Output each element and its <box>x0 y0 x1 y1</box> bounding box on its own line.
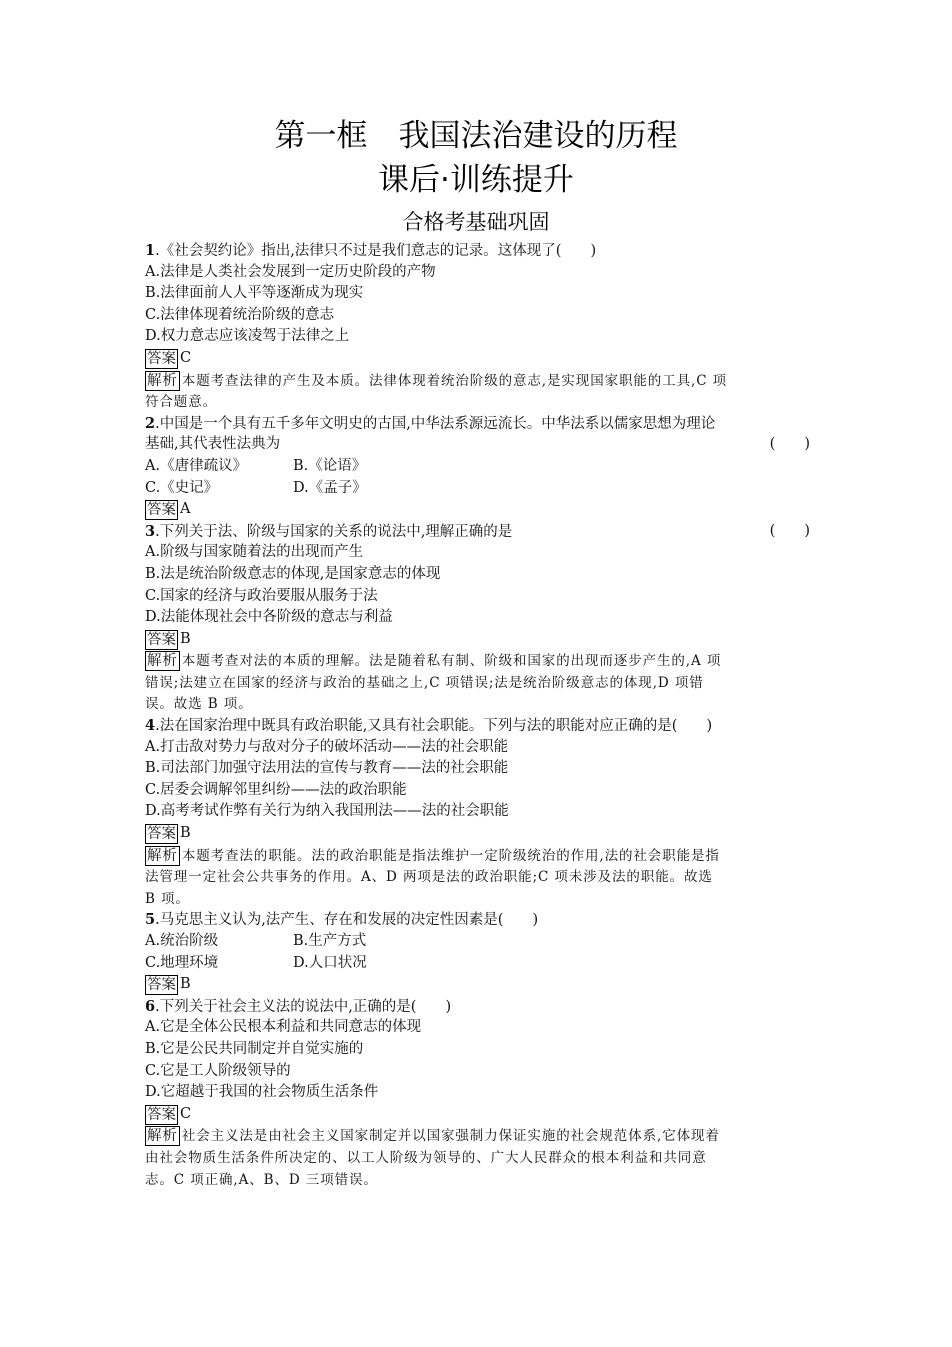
option-a: A.打击敌对势力与敌对分子的破坏活动——法的社会职能 <box>145 738 509 755</box>
option-d: D.高考考试作弊有关行为纳入我国刑法——法的社会职能 <box>145 803 509 820</box>
analysis-tag: 解析 <box>147 1128 178 1145</box>
question-stem <box>145 521 810 543</box>
answer-value: B <box>180 630 191 647</box>
question-text: .马克思主义认为,法产生、存在和发展的决定性因素是( ) <box>155 912 539 929</box>
answer-value: C <box>180 349 192 366</box>
option-d: D.人口状况 <box>293 954 367 971</box>
question-number: 6 <box>145 997 156 1015</box>
analysis-line: 法管理一定社会公共事务的作用。A、D 两项是法的政治职能;C 项未涉及法的职能。故选 <box>145 869 713 886</box>
analysis-line: 误。故选 B 项。 <box>145 696 253 713</box>
option-b: B.《论语》 <box>293 457 367 474</box>
option-a: A.《唐律疏议》 <box>145 457 248 474</box>
analysis-text: 社会主义法是由社会主义国家制定并以国家强制力保证实施的社会规范体系,它体现着 <box>181 1128 720 1145</box>
option-b: B.法律面前人人平等逐渐成为现实 <box>145 285 364 302</box>
question-text: .下列关于社会主义法的说法中,正确的是( ) <box>155 998 452 1015</box>
option-a: A.统治阶级 <box>145 933 219 949</box>
option-row <box>145 953 810 975</box>
question-1 <box>145 240 810 413</box>
analysis-line: B 项。 <box>145 890 190 907</box>
answer-blank: ( ) <box>769 522 810 539</box>
analysis-tag: 解析 <box>147 847 178 864</box>
analysis-line: 志。C 项正确,A、B、D 三项错误。 <box>145 1171 378 1188</box>
analysis-text: 本题考查法律的产生及本质。法律体现着统治阶级的意志,是实现国家职能的工具,C 项 <box>181 372 728 389</box>
option-b: B.生产方式 <box>293 933 367 949</box>
question-stem <box>145 909 810 931</box>
question-number: 3 <box>145 522 156 540</box>
question-2 <box>145 413 810 521</box>
option-b: B.司法部门加强守法用法的宣传与教育——法的社会职能 <box>145 760 509 777</box>
analysis-line: 符合题意。 <box>145 394 217 411</box>
option-row <box>145 478 810 500</box>
answer-line <box>145 974 810 996</box>
option-b: B.它是公民共同制定并自觉实施的 <box>145 1040 364 1057</box>
section-heading: 合格考基础巩固 <box>402 210 550 234</box>
option-c: C.国家的经济与政治要服从服务于法 <box>145 587 378 604</box>
analysis-tag: 解析 <box>147 653 178 670</box>
question-6 <box>145 996 810 1190</box>
question-3 <box>145 521 810 715</box>
question-stem <box>145 996 810 1018</box>
answer-tag: 答案 <box>147 502 176 519</box>
question-number: 2 <box>145 414 156 432</box>
answer-line <box>145 823 810 845</box>
answer-blank: ( ) <box>769 436 810 453</box>
option-d: D.它超越于我国的社会物质生活条件 <box>145 1084 379 1101</box>
answer-value: A <box>180 501 191 518</box>
question-number: 4 <box>145 717 156 735</box>
page-subtitle: 课后·训练提升 <box>378 162 574 198</box>
answer-line <box>145 348 810 370</box>
question-stem <box>145 715 810 737</box>
analysis-line: 错误;法建立在国家的经济与政治的基础之上,C 项错误;法是统治阶级意志的体现,D 项错 <box>145 674 704 691</box>
answer-tag: 答案 <box>147 1106 176 1123</box>
option-d: D.《孟子》 <box>293 479 367 496</box>
option-c: C.法律体现着统治阶级的意志 <box>145 306 335 323</box>
question-text: 基础,其代表性法典为 <box>145 436 281 453</box>
question-stem <box>145 240 810 262</box>
question-5 <box>145 909 810 995</box>
analysis-line <box>145 1125 810 1147</box>
question-text: .中国是一个具有五千多年文明史的古国,中华法系源远流长。中华法系以儒家思想为理论 <box>155 415 716 432</box>
analysis-line <box>145 650 810 672</box>
option-row <box>145 931 810 953</box>
question-4 <box>145 715 810 909</box>
answer-line <box>145 629 810 651</box>
question-stem-continued <box>145 434 810 456</box>
analysis-line: 由社会物质生活条件所决定的、以工人阶级为领导的、广大人民群众的根本利益和共同意 <box>145 1149 707 1166</box>
answer-line <box>145 499 810 521</box>
option-d: D.权力意志应该凌驾于法律之上 <box>145 328 350 345</box>
answer-value: C <box>180 1105 192 1122</box>
option-d: D.法能体现社会中各阶级的意志与利益 <box>145 609 393 626</box>
answer-value: B <box>180 976 191 993</box>
option-c: C.地理环境 <box>145 954 219 971</box>
question-text: .《社会契约论》指出,法律只不过是我们意志的记录。这体现了( ) <box>155 243 597 259</box>
answer-tag: 答案 <box>147 977 176 994</box>
answer-value: B <box>180 825 191 842</box>
answer-tag: 答案 <box>147 826 176 843</box>
option-a: A.法律是人类社会发展到一定历史阶段的产物 <box>145 263 436 280</box>
option-c: C.《史记》 <box>145 479 219 496</box>
option-a: A.它是全体公民根本利益和共同意志的体现 <box>145 1019 422 1036</box>
option-c: C.居委会调解邻里纠纷——法的政治职能 <box>145 781 407 798</box>
question-text: .下列关于法、阶级与国家的关系的说法中,理解正确的是 <box>155 523 513 540</box>
question-number: 1 <box>145 242 156 259</box>
question-list <box>145 240 810 1190</box>
page-title: 第一框 我国法治建设的历程 <box>274 118 678 154</box>
answer-tag: 答案 <box>147 350 176 367</box>
option-row <box>145 456 810 478</box>
option-b: B.法是统治阶级意志的体现,是国家意志的体现 <box>145 565 441 582</box>
answer-tag: 答案 <box>147 631 176 648</box>
question-text: .法在国家治理中既具有政治职能,又具有社会职能。下列与法的职能对应正确的是( ) <box>155 718 713 735</box>
question-number: 5 <box>145 911 156 929</box>
analysis-line <box>145 370 810 392</box>
analysis-text: 本题考查对法的本质的理解。法是随着私有制、阶级和国家的出现而逐步产生的,A 项 <box>181 653 722 670</box>
question-stem <box>145 413 810 435</box>
option-a: A.阶级与国家随着法的出现而产生 <box>145 544 364 561</box>
analysis-line <box>145 845 810 867</box>
answer-line <box>145 1104 810 1126</box>
option-c: C.它是工人阶级领导的 <box>145 1062 291 1079</box>
analysis-text: 本题考查法的职能。法的政治职能是指法维护一定阶级统治的作用,法的社会职能是指 <box>181 847 720 864</box>
analysis-tag: 解析 <box>147 372 178 389</box>
